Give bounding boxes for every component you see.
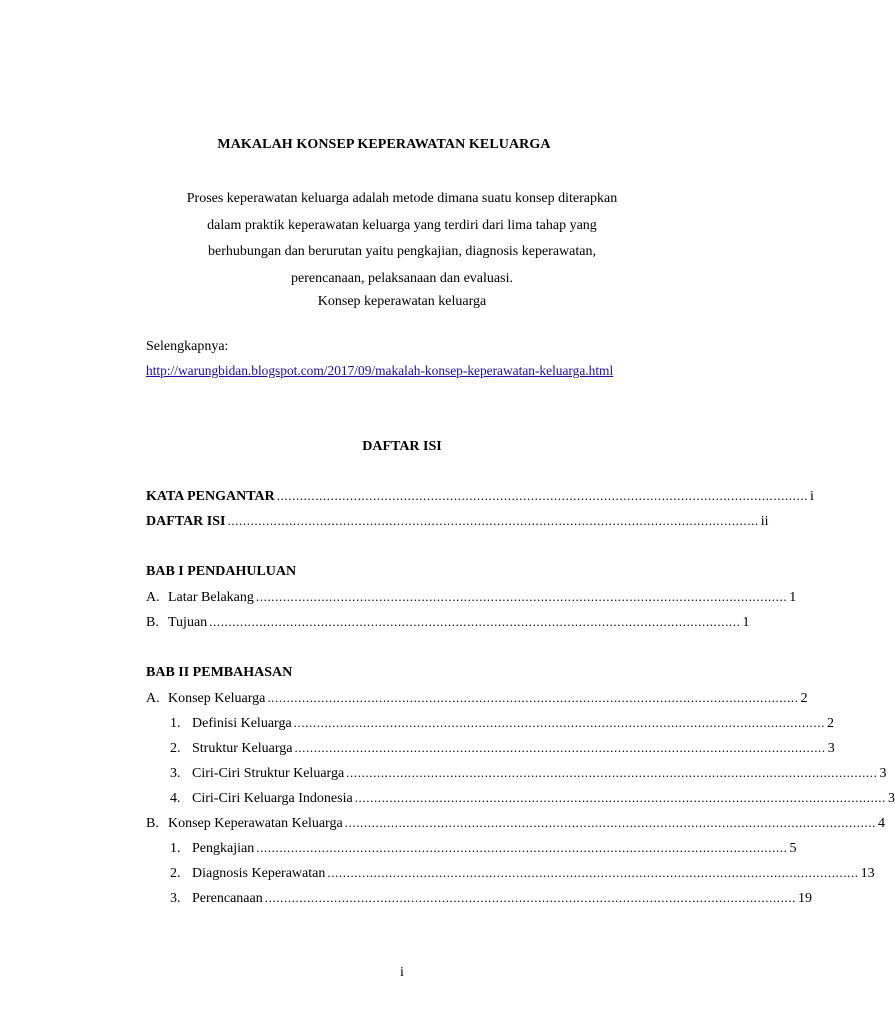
toc-entry-number: 2. bbox=[170, 866, 181, 881]
dot-leader: .......................................................................................................................................... bbox=[327, 865, 859, 880]
chapter-title: BAB II PEMBAHASAN bbox=[146, 665, 293, 680]
toc-entry-latar-belakang[interactable] bbox=[146, 589, 797, 609]
toc-entry-label: Ciri-Ciri Keluarga Indonesia bbox=[192, 791, 353, 806]
toc-page-number: 1 bbox=[742, 615, 750, 630]
toc-entry-label: Perencanaan bbox=[192, 891, 263, 906]
toc-entry-label: Diagnosis Keperawatan bbox=[192, 866, 326, 881]
dot-leader: .......................................................................................................................................... bbox=[267, 690, 799, 705]
toc-entry-perencanaan[interactable] bbox=[170, 890, 813, 910]
toc-entry-number: A. bbox=[146, 590, 160, 605]
document-title: MAKALAH KONSEP KEPERAWATAN KELUARGA bbox=[217, 137, 551, 152]
toc-entry-number: 1. bbox=[170, 841, 181, 856]
toc-page-number: 3 bbox=[888, 791, 895, 806]
dot-leader: .......................................................................................................................................... bbox=[346, 765, 878, 780]
dot-leader: .......................................................................................................................................... bbox=[354, 790, 887, 805]
dot-leader: .......................................................................................................................................... bbox=[264, 890, 797, 905]
toc-entry-number: B. bbox=[146, 615, 159, 630]
toc-entry-label: DAFTAR ISI bbox=[146, 514, 226, 529]
chapter-title: BAB I PENDAHULUAN bbox=[146, 564, 297, 579]
toc-heading: DAFTAR ISI bbox=[362, 439, 442, 454]
toc-entry-label: Konsep Keluarga bbox=[168, 691, 266, 706]
toc-entry-ciri-keluarga-indonesia[interactable] bbox=[170, 790, 895, 810]
intro-line: berhubungan dan berurutan yaitu pengkajian, diagnosis keperawatan, bbox=[208, 244, 596, 259]
intro-paragraph bbox=[140, 186, 664, 316]
toc-entry-kata-pengantar[interactable] bbox=[146, 488, 814, 508]
toc-page-number: ii bbox=[760, 514, 769, 529]
toc-page-number: 4 bbox=[877, 816, 885, 831]
toc-entry-diagnosis-keperawatan[interactable] bbox=[170, 865, 875, 885]
dot-leader: .......................................................................................................................................... bbox=[256, 840, 788, 855]
dot-leader: .......................................................................................................................................... bbox=[294, 740, 826, 755]
dot-leader: .......................................................................................................................................... bbox=[227, 513, 759, 528]
toc-page-number: 13 bbox=[860, 866, 875, 881]
source-link[interactable]: http://warungbidan.blogspot.com/2017/09/makalah-konsep-keperawatan-keluarga.html bbox=[146, 363, 614, 378]
more-label: Selengkapnya: bbox=[146, 339, 229, 354]
toc-entry-daftar-isi[interactable] bbox=[146, 513, 769, 533]
toc-entry-definisi-keluarga[interactable] bbox=[170, 715, 834, 735]
dot-leader: .......................................................................................................................................... bbox=[209, 614, 741, 629]
intro-line: Proses keperawatan keluarga adalah metode dimana suatu konsep diterapkan bbox=[186, 191, 618, 206]
toc-entry-label: Struktur Keluarga bbox=[192, 741, 293, 756]
toc-page-number: 1 bbox=[789, 590, 797, 605]
page-number: i bbox=[400, 965, 404, 980]
toc-entry-number: 2. bbox=[170, 741, 181, 756]
dot-leader: .......................................................................................................................................... bbox=[255, 589, 788, 604]
toc-entry-ciri-struktur-keluarga[interactable] bbox=[170, 765, 887, 785]
dot-leader: .......................................................................................................................................... bbox=[344, 815, 876, 830]
intro-line: dalam praktik keperawatan keluarga yang terdiri dari lima tahap yang bbox=[207, 217, 597, 233]
toc-entry-number: A. bbox=[146, 691, 160, 706]
toc-entry-number: 1. bbox=[170, 716, 181, 731]
toc-entry-tujuan[interactable] bbox=[146, 614, 750, 634]
toc-page-number: 19 bbox=[798, 891, 813, 906]
intro-line: Konsep keperawatan keluarga bbox=[317, 294, 487, 309]
toc-entry-label: Konsep Keperawatan Keluarga bbox=[168, 816, 343, 831]
dot-leader: .......................................................................................................................................... bbox=[293, 715, 825, 730]
toc-page-number: 3 bbox=[827, 741, 835, 756]
toc-page-number: 5 bbox=[789, 841, 797, 856]
toc-entry-number: B. bbox=[146, 816, 159, 831]
toc-entry-label: Latar Belakang bbox=[168, 590, 254, 605]
toc-entry-label: Definisi Keluarga bbox=[192, 716, 292, 731]
toc-entry-label: Ciri-Ciri Struktur Keluarga bbox=[192, 766, 345, 781]
toc-entry-label: KATA PENGANTAR bbox=[146, 489, 275, 504]
toc-entry-number: 4. bbox=[170, 791, 181, 806]
toc-entry-pengkajian[interactable] bbox=[170, 840, 797, 860]
dot-leader: .......................................................................................................................................... bbox=[276, 488, 809, 503]
toc-entry-number: 3. bbox=[170, 766, 181, 781]
toc-page-number: 2 bbox=[800, 691, 808, 706]
toc-page-number: 2 bbox=[826, 716, 834, 731]
toc-entry-konsep-keluarga[interactable] bbox=[146, 690, 808, 710]
toc-entry-label: Pengkajian bbox=[192, 841, 255, 856]
toc-entry-struktur-keluarga[interactable] bbox=[170, 740, 835, 760]
toc-entry-label: Tujuan bbox=[168, 615, 208, 630]
toc-entry-konsep-keperawatan-keluarga[interactable] bbox=[146, 815, 885, 835]
intro-line: perencanaan, pelaksanaan dan evaluasi. bbox=[291, 270, 513, 286]
toc-page-number: i bbox=[810, 489, 814, 504]
toc-page-number: 3 bbox=[879, 766, 887, 781]
toc-entry-number: 3. bbox=[170, 891, 181, 906]
